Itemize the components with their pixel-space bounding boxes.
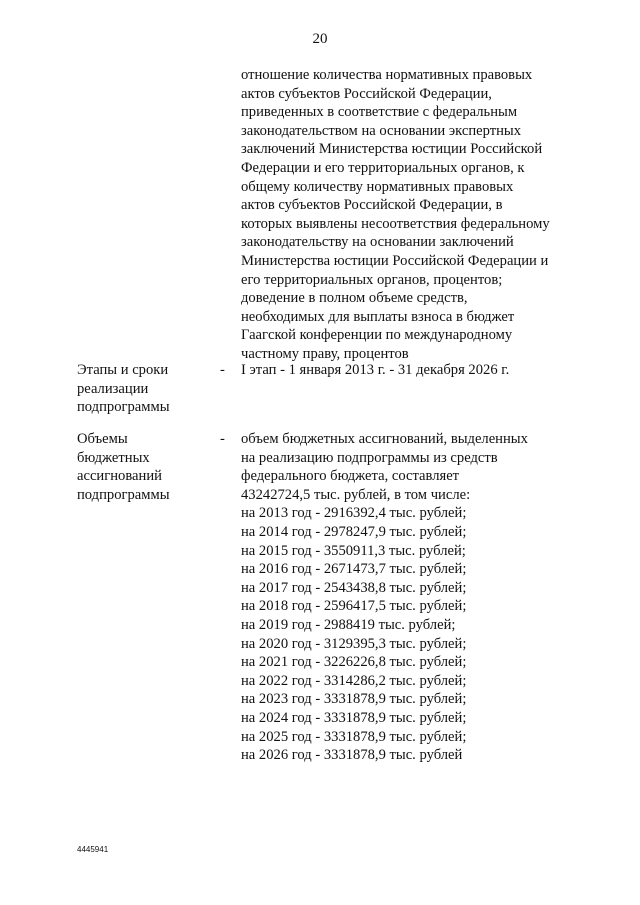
text-line: частному праву, процентов [241, 345, 409, 362]
stages-value [241, 361, 621, 380]
year-allocation-line: на 2019 год - 2988419 тыс. рублей; [241, 616, 456, 633]
year-allocation-line: на 2018 год - 2596417,5 тыс. рублей; [241, 598, 467, 615]
year-allocation-line: на 2015 год - 3550911,3 тыс. рублей; [241, 542, 466, 559]
text-line: которых выявлены несоответствия федеральному [241, 215, 550, 232]
value-line: федерального бюджета, составляет [241, 468, 460, 485]
budget-volumes-value [241, 430, 621, 765]
year-allocation-line: на 2017 год - 2543438,8 тыс. рублей; [241, 579, 467, 596]
year-allocation-line: на 2024 год - 3331878,9 тыс. рублей; [241, 709, 467, 726]
text-line: актов субъектов Российской Федерации, [241, 85, 492, 102]
year-allocation-line: на 2026 год - 3331878,9 тыс. рублей [241, 747, 463, 764]
text-line: отношение количества нормативных правовых [241, 67, 533, 83]
year-allocation-line: на 2023 год - 3331878,9 тыс. рублей; [241, 691, 467, 708]
text-line: законодательством на основании экспертных [241, 122, 522, 139]
text-line: общему количеству нормативных правовых [241, 178, 514, 195]
text-line: приведенных в соответствие с федеральным [241, 104, 518, 121]
label-line: подпрограммы [77, 399, 170, 416]
value-line: объем бюджетных ассигнований, выделенных [241, 431, 528, 447]
text-line: Гаагской конференции по международному [241, 327, 513, 344]
year-allocation-line: на 2016 год - 2671473,7 тыс. рублей; [241, 561, 467, 578]
label-line: ассигнований [77, 468, 162, 485]
budget-volumes-label [77, 430, 217, 504]
text-line: Министерства юстиции Российской Федерации и [241, 252, 549, 269]
year-allocation-line: на 2022 год - 3314286,2 тыс. рублей; [241, 672, 467, 689]
document-id-code: 4445941 [77, 845, 109, 854]
indicator-text-block [241, 66, 621, 364]
year-allocation-line: на 2013 год - 2916392,4 тыс. рублей; [241, 505, 467, 522]
text-line: актов субъектов Российской Федерации, в [241, 197, 503, 214]
label-line: бюджетных [77, 449, 150, 466]
label-line: Этапы и сроки [77, 362, 169, 378]
page-number: 20 [312, 31, 328, 47]
text-line: доведение в полном объеме средств, [241, 290, 468, 307]
label-line: подпрограммы [77, 486, 170, 503]
value-line: 43242724,5 тыс. рублей, в том числе: [241, 486, 471, 503]
year-allocation-line: на 2020 год - 3129395,3 тыс. рублей; [241, 635, 467, 652]
text-line: необходимых для выплаты взноса в бюджет [241, 308, 515, 325]
separator-dash: - [220, 431, 225, 447]
text-line: заключений Министерства юстиции Российской [241, 141, 543, 158]
separator-dash: - [220, 362, 225, 378]
text-line: Федерации и его территориальных органов, к [241, 159, 525, 176]
label-line: реализации [77, 380, 149, 397]
text-line: законодательству на основании заключений [241, 234, 514, 251]
stages-label [77, 361, 217, 417]
text-line: его территориальных органов, процентов; [241, 271, 503, 288]
value-line: на реализацию подпрограммы из средств [241, 449, 498, 466]
year-allocation-line: на 2025 год - 3331878,9 тыс. рублей; [241, 728, 467, 745]
value-line: I этап - 1 января 2013 г. - 31 декабря 2026 г. [241, 362, 510, 378]
year-allocation-line: на 2014 год - 2978247,9 тыс. рублей; [241, 523, 467, 540]
year-allocation-line: на 2021 год - 3226226,8 тыс. рублей; [241, 654, 467, 671]
label-line: Объемы [77, 431, 128, 447]
